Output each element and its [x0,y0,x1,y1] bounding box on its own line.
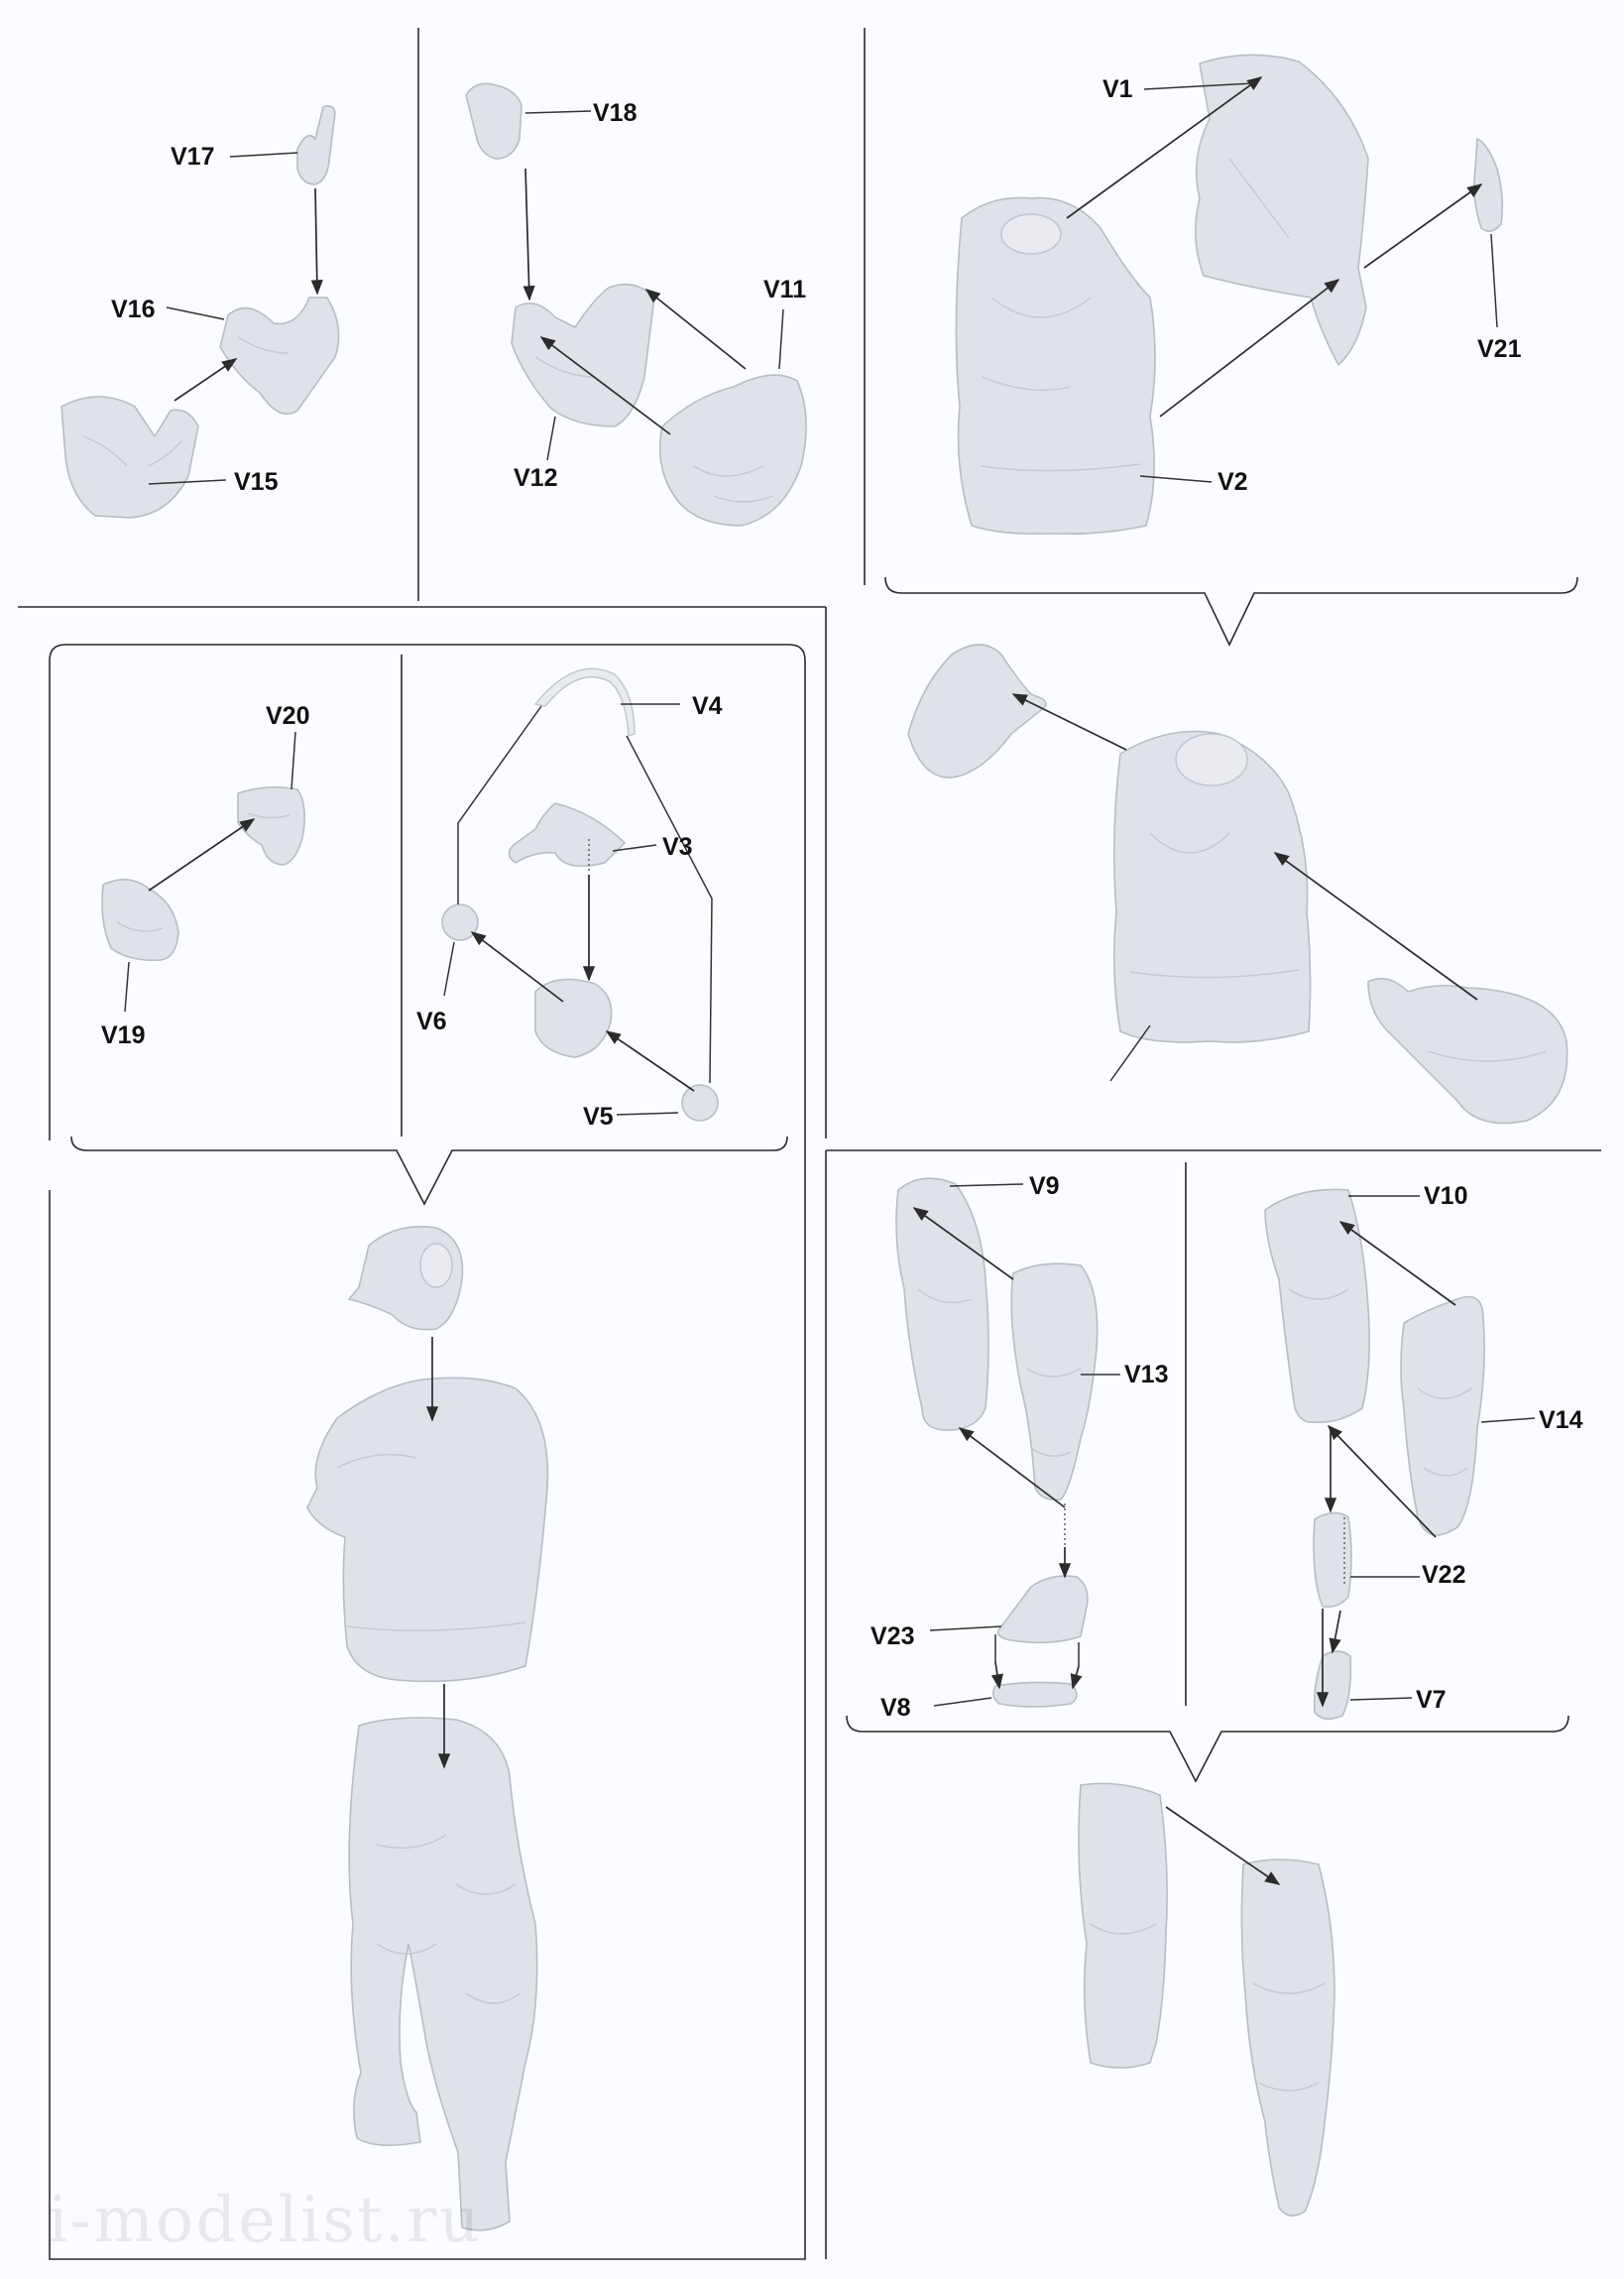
part-V23-boot [998,1576,1088,1642]
part-V5-earphone [682,1085,718,1121]
label-V15: V15 [234,468,279,496]
part-upper-body-assembled [307,1378,547,1681]
part-V13-leg-front [1011,1263,1097,1499]
panel-arm-left [61,106,339,518]
panel-torso [956,55,1521,534]
label-V3: V3 [662,833,693,861]
part-V12-forearm [512,285,654,426]
label-V9: V9 [1029,1172,1060,1200]
part-head-with-cap [535,980,612,1058]
label-V23: V23 [870,1622,915,1650]
part-V16-forearm [220,298,339,414]
label-V13: V13 [1124,1361,1169,1388]
label-V17: V17 [171,143,215,171]
panel-arm-right [466,83,806,526]
panel-head [101,702,309,1049]
label-V7: V7 [1416,1686,1447,1714]
part-V20-head-back [238,787,304,865]
label-V2: V2 [1218,468,1248,496]
label-V20: V20 [266,702,310,730]
label-V21: V21 [1477,335,1522,363]
part-V7-sole [1315,1651,1351,1719]
panel-full-figure [307,1227,547,2230]
part-V4-headband [535,668,635,736]
part-right-leg-assembled [1241,1859,1334,2216]
part-V6-earphone [442,904,478,940]
part-V15-upper-arm [61,397,198,518]
label-V14: V14 [1539,1406,1583,1434]
part-V22-boot [1314,1512,1351,1607]
panel-left-leg [870,1172,1168,1722]
part-V8-sole [993,1682,1077,1707]
label-V8: V8 [880,1694,911,1722]
label-V6: V6 [416,1008,447,1035]
part-left-arm-assembled [908,645,1046,778]
label-V5: V5 [583,1103,614,1131]
part-V17-hand [297,106,335,184]
panel-cap-headset [416,668,723,1131]
part-V3-cap [509,803,625,866]
part-V19-face [102,880,178,960]
part-legs-assembled [349,1718,536,2230]
panel-legs-assembled [1079,1783,1334,2216]
label-V22: V22 [1422,1561,1466,1589]
panel-right-leg [1265,1182,1583,1719]
part-V11-upper-arm [660,375,806,526]
label-V4: V4 [692,692,723,720]
part-right-arm-assembled [1368,979,1567,1124]
watermark: i-modelist.ru [48,2184,482,2257]
label-V19: V19 [101,1021,146,1049]
part-V1-back [1196,55,1368,365]
part-V10-leg-back [1265,1189,1369,1422]
part-V18-hand [466,83,522,159]
label-V12: V12 [514,464,558,492]
label-V1: V1 [1102,75,1133,103]
label-V18: V18 [593,99,638,127]
panel-torso-assembled [908,645,1567,1124]
label-V16: V16 [111,296,156,323]
part-V21-collar [1474,139,1502,231]
label-V11: V11 [763,276,807,303]
part-V2-torso [956,197,1155,534]
label-V10: V10 [1424,1182,1468,1210]
part-V14-leg-front [1401,1297,1484,1536]
part-V9-leg-back [896,1178,988,1430]
